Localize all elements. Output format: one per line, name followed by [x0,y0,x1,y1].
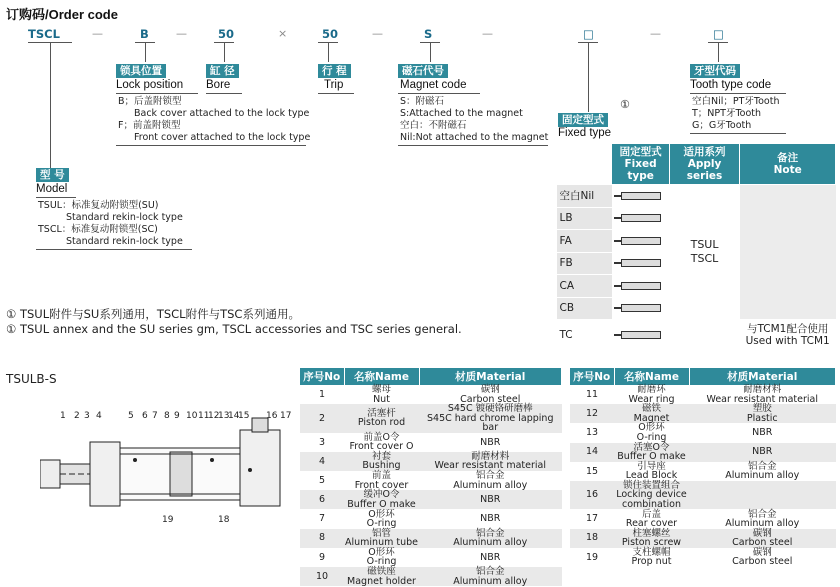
series-2: TSCL [690,252,719,265]
part-material: NBR [419,490,562,509]
part-no: 15 [570,462,614,481]
part-name: 柱塞螺丝 Piston screw [614,529,689,548]
part-name: 活塞O令 Buffer O make [614,443,689,462]
part-no: 5 [300,471,344,490]
bore-label: Bore [206,79,231,91]
parts-row [570,423,836,442]
svg-text:10: 10 [186,411,198,421]
fixed-row-code: TC [557,320,612,350]
part-no: 14 [570,443,614,462]
trip-tag: 行 程 [318,64,351,78]
part-material: 碳钢 Carbon steel [419,385,562,404]
magnet-nil-cn: 空白：不附磁石 [400,120,467,131]
code-dash: — [372,27,383,40]
part-no: 7 [300,509,344,528]
part-name: 后盖 Rear cover [614,509,689,528]
part-material: 碳钢 Carbon steel [689,548,836,567]
part-material: NBR [689,423,836,442]
part-no: 11 [570,385,614,404]
fixed-row-code: FB [557,252,612,275]
svg-text:2: 2 [74,411,80,421]
cylinder-fb-icon [621,259,661,267]
footnote-en: ① TSUL annex and the SU series gm, TSCL accessories and TSC series general. [6,322,462,336]
fixed-type-table: 固定型式 Fixed type 适用系列 Apply series 备注 Note 空白Nil TSUL TSCL LB FA FB CA CB TC 与TCM1配合使用 Used with TCM1 [556,143,836,350]
drawing-label: TSULB-S [6,372,57,386]
part-name: O形环 O-ring [344,509,419,528]
part-no: 13 [570,423,614,442]
part-no: 10 [300,567,344,586]
lock-opt1-en: Back cover attached to the lock type [134,108,310,119]
parts-row [300,433,562,452]
lock-position-tag: 锁具位置 [116,64,166,78]
code-bore: 50 [218,27,235,41]
svg-text:15: 15 [238,411,250,421]
cylinder-tc-icon [621,331,661,339]
fixed-row-code: LB [557,207,612,230]
svg-text:11: 11 [198,411,210,421]
parts-row [570,548,836,567]
part-material: 铝合金 Aluminum alloy [419,471,562,490]
thread-l3: G；G牙Tooth [692,120,752,131]
part-no: 4 [300,452,344,471]
parts-row [300,548,562,567]
parts-row [300,509,562,528]
svg-text:8: 8 [164,411,170,421]
model-l3: TSCL：标准复动附锁型(SC) [38,224,158,235]
code-thread-box: □ [713,27,724,41]
parts-row [300,404,562,433]
magnet-tag: 磁石代号 [398,64,448,78]
part-name: 螺母 Nut [344,385,419,404]
parts-row [300,452,562,471]
fixed-row-code: CB [557,297,612,320]
part-material: 耐磨材料 Wear resistant material [419,452,562,471]
parts-row [570,509,836,528]
part-name: 引导座 Lead Block [614,462,689,481]
part-no: 9 [300,548,344,567]
parts-row [570,529,836,548]
svg-text:3: 3 [84,411,90,421]
parts-row [570,385,836,404]
thread-l2: T；NPT牙Tooth [692,108,762,119]
lock-opt2-en: Front cover attached to the lock type [134,132,311,143]
thread-label: Tooth type code [690,79,772,91]
code-lock: B [140,27,149,41]
part-name: 前盖O令 Front cover O [344,433,419,452]
svg-text:7: 7 [152,411,158,421]
part-no: 6 [300,490,344,509]
thread-l1: 空白Nil；PT牙Tooth [692,96,780,107]
svg-text:13: 13 [218,411,230,421]
fixed-type-label: Fixed type [558,127,612,139]
part-material: 铝合金 Aluminum alloy [419,529,562,548]
thread-tag: 牙型代码 [690,64,740,78]
code-dash: — [650,27,661,40]
parts-row [300,567,562,586]
model-tag: 型 号 [36,168,69,182]
part-material: NBR [419,433,562,452]
parts-table-right: 序号No 名称Name 材质Material 11 耐磨环 Wear ring 耐磨材料 Wear resistant material 12 磁铁 Magnet 塑胶 Plastic 13 O形环 O-ring NBR 14 活塞O令 Buffer O make NBR 15 引导座 Lead Block 铝合金 Aluminum alloy 16 锁住装置组合 Locking device combination 17 后盖 Rear cover 铝合金 Aluminum alloy 18 柱塞螺丝 Piston screw 碳钢 Carbon steel 19 支柱螺帽 Prop nut 碳钢 Carbon steel [570,368,836,567]
part-no: 1 [300,385,344,404]
svg-text:19: 19 [162,515,174,525]
part-material [689,481,836,510]
part-name: 锁住装置组合 Locking device combination [614,481,689,510]
part-material: 塑胶 Plastic [689,404,836,423]
part-no: 3 [300,433,344,452]
part-material: 铝合金 Aluminum alloy [689,509,836,528]
magnet-label: Magnet code [400,79,467,91]
lock-opt1-cn: B；后盖附锁型 [118,96,182,107]
cylinder-fa-icon [621,237,661,245]
svg-text:16: 16 [266,411,278,421]
svg-text:6: 6 [142,411,148,421]
part-material: 碳钢 Carbon steel [689,529,836,548]
model-l4: Standard rekin-lock type [66,236,183,247]
part-no: 19 [570,548,614,567]
fixed-row-code: 空白Nil [557,185,612,208]
svg-text:1: 1 [60,411,66,421]
svg-text:18: 18 [218,515,230,525]
cylinder-section-drawing [40,400,295,525]
part-no: 17 [570,509,614,528]
parts-row [570,443,836,462]
part-name: 支柱螺帽 Prop nut [614,548,689,567]
code-magnet: S [424,27,433,41]
code-dash: — [482,27,493,40]
part-material: 铝合金 Aluminum alloy [419,567,562,586]
fixed-row-code: CA [557,275,612,298]
code-fixed-box: □ [583,27,594,41]
part-no: 12 [570,404,614,423]
part-name: 前盖 Front cover [344,471,419,490]
svg-text:4: 4 [96,411,102,421]
svg-text:14: 14 [228,411,240,421]
trip-label: Trip [324,79,344,91]
part-material: S45C 镀硬铬研磨棒 S45C hard chrome lapping bar [419,404,562,433]
cylinder-cb-icon [621,304,661,312]
lock-opt2-cn: F；前盖附锁型 [118,120,181,131]
code-dash: — [176,27,187,40]
part-no: 2 [300,404,344,433]
model-l1: TSUL：标准复动附锁型(SU) [38,200,159,211]
part-name: 磁铁座 Magnet holder [344,567,419,586]
part-no: 16 [570,481,614,510]
cylinder-ca-icon [621,282,661,290]
cylinder-nil-icon [621,192,661,200]
parts-row [300,529,562,548]
part-name: O形环 O-ring [614,423,689,442]
part-material: NBR [419,548,562,567]
model-l2: Standard rekin-lock type [66,212,183,223]
part-name: 耐磨环 Wear ring [614,385,689,404]
svg-text:5: 5 [128,411,134,421]
svg-text:9: 9 [174,411,180,421]
part-name: 磁铁 Magnet [614,404,689,423]
code-dash: — [92,27,103,40]
part-name: O形环 O-ring [344,548,419,567]
magnet-s-cn: S：附磁石 [400,96,445,107]
parts-row [300,385,562,404]
svg-text:12: 12 [208,411,220,421]
code-trip: 50 [322,27,339,41]
cylinder-lb-icon [621,214,661,222]
parts-row [300,490,562,509]
part-material: NBR [419,509,562,528]
part-no: 18 [570,529,614,548]
code-model: TSCL [28,27,60,41]
part-no: 8 [300,529,344,548]
parts-row [570,481,836,510]
magnet-s-en: S:Attached to the magnet [400,108,523,119]
part-material: 铝合金 Aluminum alloy [689,462,836,481]
fixed-type-mark: ① [620,98,630,111]
part-name: 铝管 Aluminum tube [345,527,418,549]
fixed-row-code: FA [557,230,612,253]
parts-row [570,404,836,423]
parts-table-left: 序号No 名称Name 材质Material 1 螺母 Nut 碳钢 Carbon steel 2 活塞杆 Piston rod S45C 镀硬铬研磨棒 S45C hard chrome lapping bar 3 前盖O令 Front cover O NBR 4 衬套 Bushing 耐磨材料 Wear resistant material 5 前盖 Front cover 铝合金 Aluminum alloy 6 缓冲O令 Buffer O make NBR 7 O形环 O-ring NBR 8 铝管 Aluminum tube 铝合金 Aluminum alloy 9 O形环 O-ring NBR 10 磁铁座 Magnet holder 铝合金 Aluminum alloy [300,368,562,586]
lock-position-label: Lock position [116,79,184,91]
code-times: × [278,27,288,40]
part-name: 缓冲O令 Buffer O make [344,490,419,509]
page-title: 订购码/Order code [6,7,118,22]
fixed-type-tag: 固定型式 [558,113,608,127]
model-label: Model [36,183,68,195]
part-name: 活塞杆 Piston rod [344,404,419,433]
bore-tag: 缸 径 [206,64,239,78]
magnet-nil-en: Nil:Not attached to the magnet [400,132,549,143]
part-material: NBR [689,443,836,462]
part-material: 耐磨材料 Wear resistant material [689,385,836,404]
svg-text:17: 17 [280,411,292,421]
parts-row [570,462,836,481]
parts-row [300,471,562,490]
series-1: TSUL [690,238,719,251]
footnote-cn: ① TSUL附件与SU系列通用，TSCL附件与TSC系列通用。 [6,307,300,321]
part-name: 衬套 Bushing [344,452,419,471]
